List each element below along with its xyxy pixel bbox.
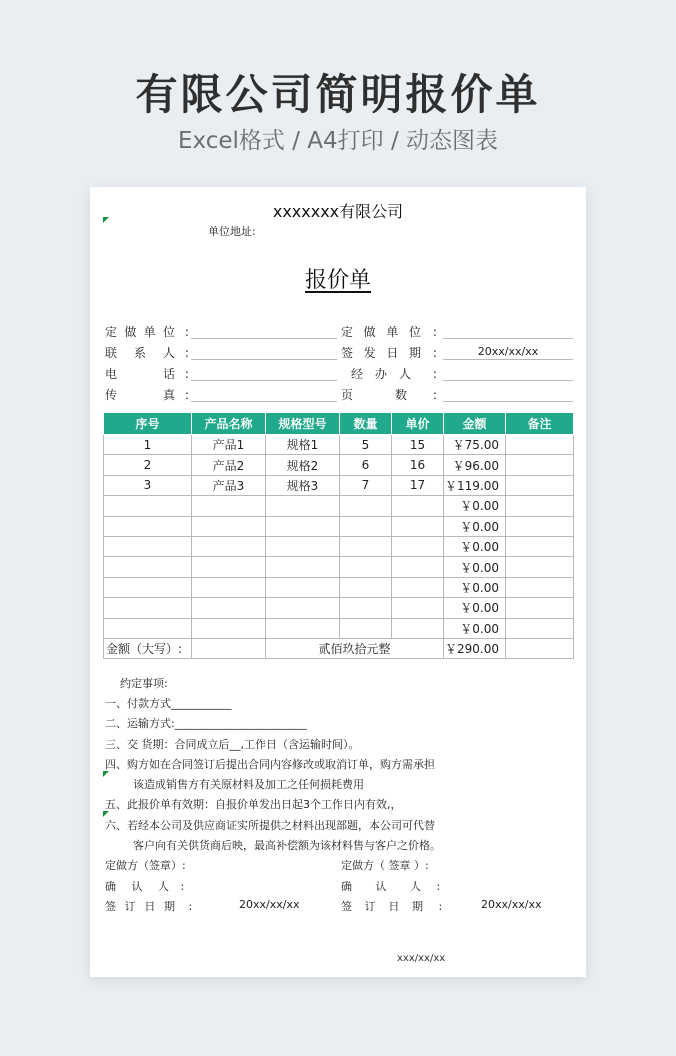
cell-no[interactable] [104, 557, 192, 577]
cell-no[interactable] [104, 598, 192, 618]
cell-no[interactable] [104, 516, 192, 536]
total-empty-cell [192, 638, 266, 658]
table-row [104, 618, 574, 638]
cell-name[interactable] [192, 598, 266, 618]
right-party-label: 定做方（ 签章 ）: [341, 859, 429, 872]
right-confirm [341, 878, 440, 894]
cell-price[interactable] [392, 598, 444, 618]
cell-note[interactable] [506, 598, 574, 618]
cell-no[interactable] [104, 618, 192, 638]
cell-amount[interactable]: ￥0.00 [444, 577, 506, 597]
field-fax [105, 386, 189, 403]
colon: : [432, 325, 437, 339]
table-row [104, 577, 574, 597]
field-supplier-label: 定做单位 [341, 325, 421, 339]
total-row [104, 638, 574, 658]
table-row [104, 435, 574, 455]
cell-name[interactable]: 产品1 [192, 435, 266, 455]
right-confirm-label: 确认人 [341, 880, 421, 893]
cell-spec[interactable] [266, 557, 340, 577]
cell-amount[interactable]: ￥0.00 [444, 536, 506, 556]
cell-no[interactable] [104, 577, 192, 597]
cell-qty[interactable] [340, 598, 392, 618]
cell-price[interactable]: 16 [392, 455, 444, 475]
cell-name[interactable] [192, 496, 266, 516]
colon: : [184, 325, 189, 339]
cell-amount[interactable]: ￥0.00 [444, 598, 506, 618]
cell-amount[interactable]: ￥0.00 [444, 516, 506, 536]
field-fax-label: 传真 [105, 388, 175, 402]
colon: : [184, 388, 189, 402]
cell-spec[interactable] [266, 618, 340, 638]
cell-note[interactable] [506, 516, 574, 536]
cell-note[interactable] [506, 577, 574, 597]
header-spec: 规格型号 [266, 413, 340, 435]
field-contact-label: 联系人 [105, 346, 175, 360]
left-sign-date-label: 签订日期 [105, 900, 175, 913]
cell-amount[interactable]: ￥96.00 [444, 455, 506, 475]
term-cancellation-cont: 该造成销售方有关原材料及加工之任何损耗费用 [133, 778, 364, 791]
cell-price[interactable]: 15 [392, 435, 444, 455]
cell-price[interactable] [392, 516, 444, 536]
cell-price[interactable] [392, 496, 444, 516]
cell-price[interactable]: 17 [392, 475, 444, 495]
table-row [104, 455, 574, 475]
cell-spec[interactable] [266, 577, 340, 597]
term-validity: 五、此报价单有效期：自报价单发出日起3个工作日内有效,， [105, 798, 402, 811]
field-pages [341, 386, 437, 403]
cell-qty[interactable] [340, 496, 392, 516]
cell-spec[interactable] [266, 516, 340, 536]
phone-input[interactable] [191, 364, 337, 381]
term-delivery: 三、交 货期：合同成立后__,工作日（含运输时间）。 [105, 738, 360, 751]
left-sign-date [105, 898, 192, 914]
colon: : [184, 367, 189, 381]
cell-spec[interactable] [266, 598, 340, 618]
colon: : [432, 346, 437, 360]
term-compensation: 六、若经本公司及供应商证实所提供之材料出现部题，本公司可代替 [105, 819, 435, 832]
colon: : [432, 388, 437, 402]
table-header-row [104, 413, 574, 435]
cell-qty[interactable]: 5 [340, 435, 392, 455]
cell-note[interactable] [506, 496, 574, 516]
total-amount[interactable]: ￥290.00 [444, 638, 506, 658]
contact-input[interactable] [191, 343, 337, 360]
right-sign-date-value[interactable]: 20xx/xx/xx [481, 898, 542, 911]
field-handler-label: 经办人 [351, 367, 411, 381]
left-party-label: 定做方（签章）: [105, 859, 186, 872]
cell-note[interactable] [506, 536, 574, 556]
table-row [104, 598, 574, 618]
cell-no[interactable]: 1 [104, 435, 192, 455]
term-cancellation: 四、购方如在合同签订后提出合同内容修改或取消订单，购方需承担 [105, 758, 435, 771]
colon: : [188, 900, 193, 913]
field-handler [341, 365, 437, 382]
cell-qty[interactable]: 6 [340, 455, 392, 475]
hero-title: 有限公司简明报价单 [135, 70, 541, 119]
pages-input[interactable] [443, 385, 573, 402]
cell-price[interactable] [392, 618, 444, 638]
table-row [104, 536, 574, 556]
quote-sheet [90, 187, 586, 977]
cell-amount[interactable]: ￥0.00 [444, 557, 506, 577]
left-confirm [105, 878, 184, 894]
left-sign-date-value[interactable]: 20xx/xx/xx [239, 898, 300, 911]
fax-input[interactable] [191, 385, 337, 402]
field-phone-label: 电话 [105, 367, 175, 381]
cell-name[interactable] [192, 516, 266, 536]
header-name: 产品名称 [192, 413, 266, 435]
terms-heading: 约定事项: [120, 677, 168, 690]
cell-qty[interactable] [340, 577, 392, 597]
field-phone [105, 365, 189, 382]
colon: : [180, 880, 185, 893]
table-row [104, 516, 574, 536]
field-supplier [341, 323, 437, 340]
cell-amount[interactable]: ￥0.00 [444, 618, 506, 638]
colon: : [438, 900, 443, 913]
field-pages-label: 页数 [341, 388, 407, 402]
table-row [104, 496, 574, 516]
table-row [104, 557, 574, 577]
cell-name[interactable] [192, 577, 266, 597]
cell-name[interactable] [192, 536, 266, 556]
cell-note[interactable] [506, 475, 574, 495]
cell-name[interactable]: 产品2 [192, 455, 266, 475]
quote-table [103, 412, 574, 659]
hero-subtitle: Excel格式 / A4打印 / 动态图表 [177, 128, 499, 154]
cell-qty[interactable] [340, 618, 392, 638]
issue-date-input[interactable]: 20xx/xx/xx [443, 343, 573, 360]
cell-comment-marker-icon [103, 771, 109, 777]
address-label: 单位地址: [208, 225, 256, 238]
cell-no[interactable] [104, 496, 192, 516]
cell-price[interactable] [392, 536, 444, 556]
cell-name[interactable]: 产品3 [192, 475, 266, 495]
field-contact [105, 344, 189, 361]
colon: : [436, 880, 441, 893]
company-name: xxxxxxx有限公司 [272, 202, 404, 221]
cell-amount[interactable]: ￥119.00 [444, 475, 506, 495]
cell-note[interactable] [506, 557, 574, 577]
cell-qty[interactable] [340, 516, 392, 536]
right-sign-date [341, 898, 442, 914]
header-amount: 金额 [444, 413, 506, 435]
customer-input[interactable] [191, 322, 337, 339]
total-note-cell [506, 638, 574, 658]
cell-name[interactable] [192, 557, 266, 577]
cell-no[interactable] [104, 536, 192, 556]
field-customer [105, 323, 189, 340]
header-no: 序号 [104, 413, 192, 435]
left-confirm-label: 确认人 [105, 880, 169, 893]
cell-spec[interactable]: 规格3 [266, 475, 340, 495]
cell-amount[interactable]: ￥75.00 [444, 435, 506, 455]
cell-spec[interactable]: 规格2 [266, 455, 340, 475]
term-compensation-cont: 客户向有关供货商后映，最高补偿额为该材料售与客户之价格。 [133, 839, 441, 852]
cell-price[interactable] [392, 577, 444, 597]
cell-spec[interactable] [266, 536, 340, 556]
colon: : [432, 367, 437, 381]
field-customer-label: 定做单位 [105, 325, 175, 339]
cell-name[interactable] [192, 618, 266, 638]
total-words[interactable]: 贰佰玖拾元整 [266, 638, 444, 658]
table-row [104, 475, 574, 495]
header-qty: 数量 [340, 413, 392, 435]
cell-qty[interactable] [340, 557, 392, 577]
cell-qty[interactable] [340, 536, 392, 556]
field-issue-date-label: 签发日期 [341, 346, 421, 360]
cell-note[interactable] [506, 455, 574, 475]
footer-date: xxx/xx/xx [397, 953, 446, 964]
cell-note[interactable] [506, 618, 574, 638]
cell-qty[interactable]: 7 [340, 475, 392, 495]
cell-spec[interactable] [266, 496, 340, 516]
right-sign-date-label: 签订日期 [341, 900, 423, 913]
term-shipping: 二、运输方式:________________________ [105, 717, 307, 730]
document-title: 报价单 [304, 268, 371, 293]
cell-price[interactable] [392, 557, 444, 577]
supplier-input[interactable] [443, 322, 573, 339]
term-payment: 一、付款方式___________ [105, 697, 232, 710]
cell-spec[interactable]: 规格1 [266, 435, 340, 455]
handler-input[interactable] [443, 364, 573, 381]
header-note: 备注 [506, 413, 574, 435]
colon: : [184, 346, 189, 360]
cell-no[interactable]: 2 [104, 455, 192, 475]
field-issue-date [341, 344, 437, 361]
cell-no[interactable]: 3 [104, 475, 192, 495]
total-label: 金额（大写）: [104, 638, 192, 658]
cell-note[interactable] [506, 435, 574, 455]
cell-amount[interactable]: ￥0.00 [444, 496, 506, 516]
header-price: 单价 [392, 413, 444, 435]
